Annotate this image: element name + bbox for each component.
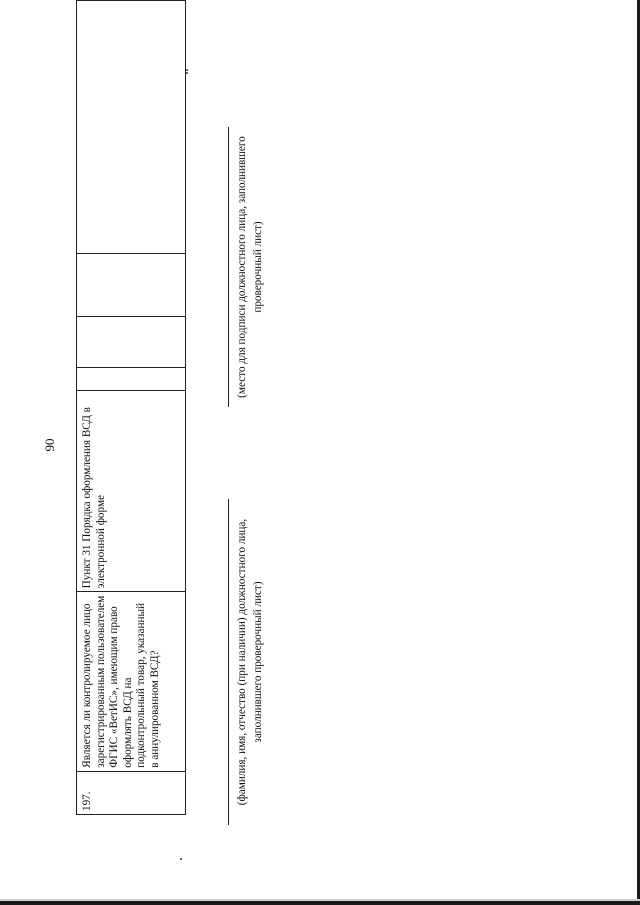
question-cell: Является ли контролируемое лицо зарегистрированным пользователем ФГИС «ВетИС», имеющим право оформлять ВСД на подконтрольный товар, указанный в аннулированном ВСД? bbox=[77, 592, 186, 771]
name-signature-line bbox=[228, 499, 229, 825]
table-row bbox=[77, 1, 186, 815]
answer-cell-yes bbox=[77, 367, 186, 390]
checklist-table bbox=[76, 0, 186, 815]
sign-signature-line bbox=[228, 127, 229, 407]
sign-caption: (место для подписи должностного лица, заполнившего проверочный лист) bbox=[236, 136, 264, 398]
answer-cell-no bbox=[77, 317, 186, 367]
answer-cell-na bbox=[77, 254, 186, 317]
row-number: 197. bbox=[77, 771, 186, 814]
reference-cell: Пункт 31 Порядка оформления ВСД в электронной форме bbox=[77, 391, 186, 592]
scan-speck bbox=[186, 69, 188, 71]
page-number: 90 bbox=[42, 438, 57, 452]
name-caption: (фамилия, имя, отчество (при наличии) должностного лица, заполнившего проверочный лист) bbox=[236, 518, 264, 806]
note-cell bbox=[77, 1, 186, 254]
